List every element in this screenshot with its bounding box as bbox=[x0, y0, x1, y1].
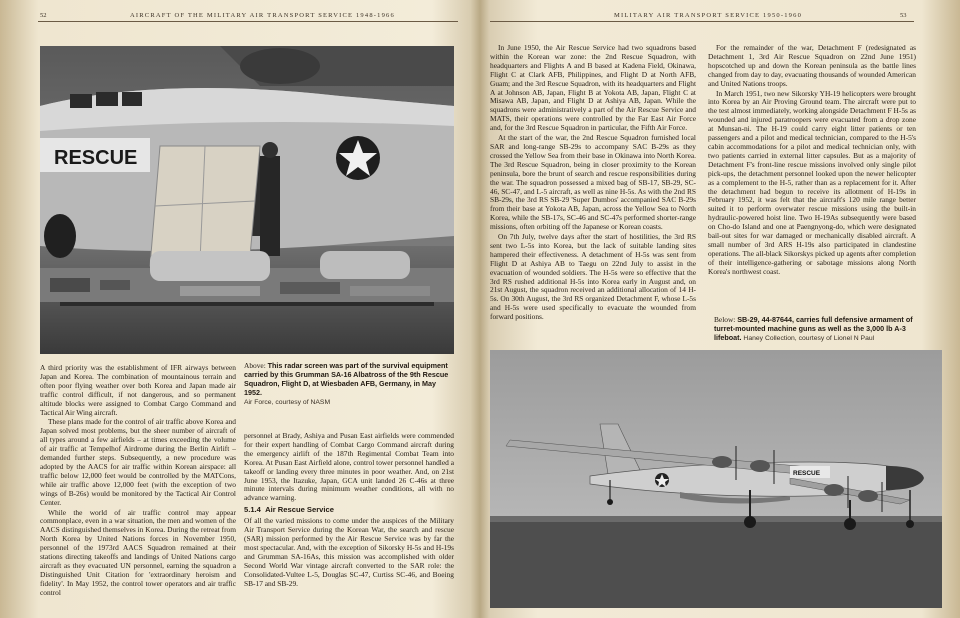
paragraph: At the start of the war, the 2nd Rescue Squadron furnished local SAR and long-range SB-29s to accompany SAC B-29s as they crossed the Yellow Sea from their base in Okinawa into North Korea. The 3rd Rescue Squadron, being in closer proximity to the Korean peninsula, bore the brunt of search and rescue responsibilities during the war. The squadron possessed a mixed bag of SB-17, SB-29, SC-46, SC-47, and L-5 aircraft, as well as nine H-5s. As with the 2nd RS SB-29s, the 3rd RS SB-29 'Super Dumbos' accompanied SAC B-29s from their base at Yokota AB, Japan, across the Yellow Sea to North Korea, while the SB-17s, SC-46 and SC-47s performed shorter-range missions, often orbiting off the Japanese or Korean coasts. bbox=[490, 133, 696, 232]
caption-credit: Haney Collection, courtesy of Lionel N Paul bbox=[743, 334, 875, 342]
left-running-head: AIRCRAFT OF THE MILITARY AIR TRANSPORT SERVICE 1948-1966 bbox=[130, 12, 395, 19]
rescue-aircraft-photo-svg bbox=[40, 46, 454, 354]
rescue-sign-text: RESCUE bbox=[54, 147, 138, 169]
sb29-aircraft-photo-svg bbox=[490, 350, 942, 608]
left-page bbox=[0, 0, 478, 618]
paragraph: personnel at Brady, Ashiya and Pusan East airfields were commended for their expert handling of Combat Cargo Command aircraft during the emergency airlift of the 187th Regimental Combat Team into Korea. At Pusan East Airfield alone, control tower personnel handled a takeoff or landing every three minutes in poor weather. And, on 21st June 1953, the Itazuke, Japan, GCA unit landed 26 C-46s at three minute intervals during minimum weather conditions, all with no advance warning. bbox=[244, 432, 454, 503]
right-column-1 bbox=[490, 44, 696, 344]
left-photo-caption bbox=[244, 362, 452, 408]
paragraph: These plans made for the control of air traffic above Korea and Japan solved most problems, but the sheer number of aircraft of all types around a few airfields – at times exceeding the volume of air traffic at Tempelhof Airdrome during the Berlin Airlift – demanded further steps. Subsequently, a new procedure was adopted by the AACS for air traffic within Korean airspace: all traffic below 12,000 feet would be controlled by the MATCons, while air traffic above 12,000 feet (with the exception of two wings of B-26s) would be monitored by the Tactical Air Control Center. bbox=[40, 417, 236, 507]
right-photo-caption bbox=[714, 316, 920, 344]
paragraph: A third priority was the establishment of IFR airways between Japan and Korea. The combination of mountainous terrain and often poor flying weather over both Korea and Japan made air traffic control difficult, if not dangerous, and so permanent altitude blocks were assigned to Combat Cargo Command and Tactical Air Wing aircraft. bbox=[40, 364, 236, 417]
section-heading bbox=[244, 506, 454, 515]
caption-credit: Air Force, courtesy of NASM bbox=[244, 398, 331, 406]
paragraph: Of all the varied missions to come under the auspices of the Military Air Transport Service during the Korean War, the search and rescue (SAR) mission performed by the Air Rescue Service was by far the most spectacular. And, with the exception of Sikorsky H-5s and H-19s and Grumman SA-16As, this mission was accomplished with older Second World War vintage aircraft converted to the SAR role: the Consolidated-Vultee L-5, Douglas SC-47, Curtiss SC-46, and Boeing SB-17 and SB-29. bbox=[244, 516, 454, 588]
left-page-number: 52 bbox=[40, 12, 47, 19]
sb29-aircraft-photo bbox=[490, 350, 942, 608]
paragraph: On 7th July, twelve days after the start of hostilities, the 3rd RS sent two L-5s into Korea, but the lack of suitable landing sites hampered their effectiveness. A detachment of H-5s was sent from Flight D at Ashiya AB to Taegu on 22nd July to assist in the evacuation of wounded soldiers. The H-5s were so effective that the 3rd RS rushed additional H-5s into Korea early in August and, on 21st August, the squadron received an additional allocation of 14 H-5s. On 30th August, the 3rd RS organized Detachment F, whose L-5s and H-5s were used specifically to evacuate the wounded from forward positions. bbox=[490, 232, 696, 322]
paragraph: While the world of air traffic control may appear commonplace, even in a war situation, the men and women of the AACS distinguished themselves in Korea. During the retreat from North Korea by United Nations forces in November 1950, personnel of the 1973rd AACS Squadron remained at their stations directing takeoffs and landings of United Nations cargo aircraft as they evacuated UN personnel, earning the squadron a Distinguished Unit Citation for 'extraordinary heroism and fidelity'. In May 1952, the control tower operators and air traffic control bbox=[40, 507, 236, 597]
paragraph: In March 1951, two new Sikorsky YH-19 helicopters were brought into Korea by an Air Proving Ground team. The aircraft were put to the test almost immediately, working alongside Detachment F H-5s as wounded and injured paratroopers were evacuated from a drop zone at Munsan-ni. The H-19 could carry eight litter patients or ten passengers and a pilot and medical technician, compared to the H-5's cabin accommodations for a pilot and medical technician only, with two patients carried in external litter capsules. But as a majority of Detachment F's front-line rescue missions involved only single pilot pick-ups, the detachment personnel looked upon the newer helicopter as a complement to the H-5, rather than as a replacement for it. After the detachment had begun to receive its allotment of H-19s in February 1952, it was felt that the aircraft's 120 mile range better suited it to perform overwater rescue missions using the built-in hydraulic-powered hoist line. Two H-19As subsequently were based on Cho-do Island and one at Paengnyong-do, which were designated bail-out sites for war damaged or mechanically disabled aircraft. A small number of 3rd ARS H-19s also participated in clandestine operations. The all-black Sikorskys picked up agents after completion of their intelligence-gathering or sabotage missions along North Korea's northwest coast. bbox=[708, 88, 916, 276]
section-number: 5.1.4 bbox=[244, 505, 261, 515]
left-column-2 bbox=[244, 432, 454, 618]
plane-rescue-text: RESCUE bbox=[793, 470, 821, 477]
caption-lead: Below: bbox=[714, 315, 736, 324]
caption-bold: This radar screen was part of the survival equipment carried by this Grumman SA-16 Albatross of the 9th Rescue Squadron, Flight D, at Wiesbaden AFB, Germany, in May 1952. bbox=[244, 361, 449, 397]
right-page bbox=[482, 0, 960, 618]
section-title: Air Rescue Service bbox=[265, 505, 334, 515]
paragraph: In June 1950, the Air Rescue Service had two squadrons based within the Korean war zone: the 2nd Rescue Squadron, with headquarters and Flights A and B based at Kadena Field, Okinawa, Flight C at Clark AFB, Philippines, and Flight D at North AFB, Guam; and the 3rd Rescue Squadron, with its headquarters and Flight A at Johnson AB, Japan, Flight B at Yokota AB, Japan, Flight C at Misawa AB, Japan, and Flight D at Ashiya AB, Japan. While the squadrons were administratively a part of the Air Rescue Service and MATS, their operations were controlled by the Far East Air Force and, for the 3rd Rescue Squadron in particular, the Fifth Air Force. bbox=[490, 44, 696, 133]
right-head-rule bbox=[490, 21, 914, 22]
right-page-number: 53 bbox=[900, 12, 907, 19]
caption-bold: SB-29, 44-87644, carries full defensive armament of turret-mounted machine guns as well as the 3,000 lb A-3 lifeboat. bbox=[714, 315, 913, 342]
right-running-head: MILITARY AIR TRANSPORT SERVICE 1950-1960 bbox=[614, 12, 803, 19]
caption-lead: Above: bbox=[244, 361, 266, 370]
paragraph: For the remainder of the war, Detachment F (redesignated as Detachment 1, 3rd Air Rescue Squadron on 22nd June 1951) hopscotched up and down the Korean peninsula as the battle lines changed from day to day, evacuating thousands of wounded American and United Nations troops. bbox=[708, 44, 916, 88]
rescue-aircraft-photo bbox=[40, 46, 454, 354]
left-column-1 bbox=[40, 364, 236, 618]
right-column-2 bbox=[708, 44, 916, 296]
left-head-rule bbox=[38, 21, 458, 22]
